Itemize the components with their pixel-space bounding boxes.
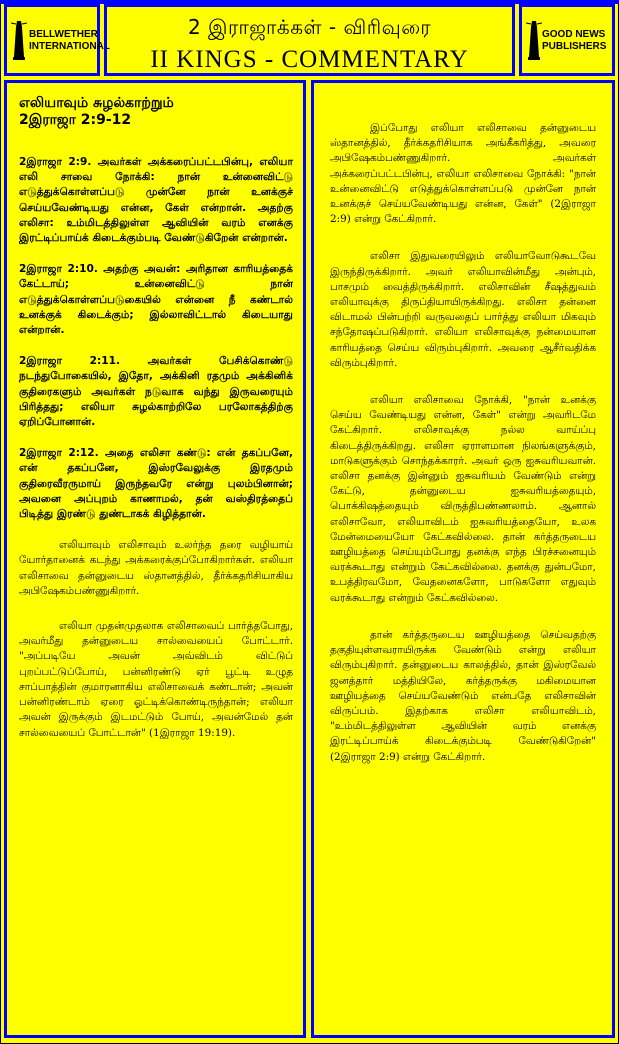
- verse-2-11: 2இராஜா 2:11. அவர்கள் பேசிக்கொண்டு நடந்துபோகையில், இதோ, அக்கினி ரதமும் அக்கினிக் குதிரைகளும் அவர்கள் நடுவாக வந்து இருவரையும் பிரித்தது; எலியா சுழல்காற்றிலே பரலோகத்திற்கு ஏறிப்போனான்.: [19, 355, 293, 429]
- page-header: [4, 4, 615, 76]
- verse-2-9: 2இராஜா 2:9. அவர்கள் அக்கரைப்பட்டபின்பு, எலியா எலி சாவை நோக்கி: நான் உன்னைவிட்டு எடுத்துக்கொள்ளப்படு முன்னே நான் உனக்குச் செய்யவேண்டியது என்ன, கேள் என்றான். அதற்கு எலிசா: உம்மிடத்திலுள்ள ஆவியின் வரம் எனக்கு இரட்டிப்பாய்க் கிடைக்கும்படி வேண்டுகிறேன் என்றான்.: [19, 156, 293, 245]
- bellwether-logo: [4, 4, 110, 76]
- bellwether-line1: BELLWETHER: [29, 29, 98, 40]
- title-box: [104, 4, 515, 76]
- section-title-line1: எலியாவும் சுழல்காற்றும்: [19, 95, 174, 111]
- commentary-paragraph: தான் கர்த்தருடைய ஊழியத்தை செய்வதற்கு தகுதியுள்ளவராயிருக்க வேண்டும் என்று எலியா விரும்புகிறார். தன்னுடைய காலத்தில், தான் இஸ்ரவேல் ஜனத்தார் மத்தியிலே, கர்த்தருக்கு மகிமையான ஊழியத்தை செய்யவேண்டும் என்பதே எலிசாவின் விருப்பம். இதற்காக எலிசா எலியாவிடம், "உம்மிடத்திலுள்ள ஆவியின் வரம் எனக்கு இரட்டிப்பாய்க் கிடைக்கும்படி வேண்டுகிறேன்" (2இராஜா 2:9) என்று கேட்கிறார்.: [330, 628, 596, 763]
- title-english: II KINGS - COMMENTARY: [150, 46, 469, 73]
- good-news-line1: GOOD NEWS: [542, 29, 606, 40]
- bellwether-line2: INTERNATIONAL: [29, 41, 110, 52]
- verse-2-12: 2இராஜா 2:12. அதை எலிசா கண்டு: என் தகப்பனே, என் தகப்பனே, இஸ்ரவேலுக்கு இரதமும் குதிரைவீரருமாய் இருந்தவரே என்று புலம்பினான்; அவனை அப்புறம் காணாமல், தன் வஸ்திரத்தைப் பிடித்து இரண்டு துண்டாகக் கிழித்தான்.: [19, 447, 293, 521]
- left-column: [4, 80, 306, 1038]
- title-tamil: 2 இராஜாக்கள் - விரிவுரை: [187, 15, 432, 39]
- lighthouse-icon: [526, 17, 542, 61]
- section-title-reference: 2இராஜா 2:9-12: [19, 112, 132, 128]
- commentary-paragraph: எலியாவும் எலிசாவும் உலர்ந்த தரை வழியாய் யோர்தானைக் கடந்து அக்கரைக்குப்போகிறார்கள். எலியா எலிசாவை தன்னுடைய ஸ்தானத்தில், தீர்க்கதரிசியாகிய அபிஷேகம்பண்ணுகிறார்.: [19, 539, 293, 597]
- commentary-paragraph: எலியா எலிசாவை நோக்கி, "நான் உனக்கு செய்ய வேண்டியது என்ன, கேள்" என்று அவரிடமே கேட்கிறார். எலிசாவுக்கு நல்ல வாய்ப்பு கிடைத்திருக்கிறது. எலிசா ஏராளமான நிலங்களுக்கும், மாடுகளுக்கும் சொந்தக்காரர். அவர் ஒரு ஐசுவரியவான். எலிசா தனக்கு இன்னும் ஐசுவரியம் வேண்டும் என்று கேட்டு, தன்னுடைய ஐசுவரியத்தையும், பொக்கிஷத்தையும் விருத்திபண்ணலாம். ஆனால் எலிசாவோ, எலியாவிடம் ஐசுவரியத்தையோ, உலக மேன்மையையோ கேட்கவில்லை. தான் கர்த்தருடைய ஊழியத்தை செய்யும்போது தனக்கு எந்த பிரச்சனையும் வரக்கூடாது என்றும் கேட்கவில்லை. தனக்கு துன்பமோ, உபத்திரவமோ, வேதனைகளோ, பாடுகளோ எதுவும் வரக்கூடாது என்றும் கேட்கவில்லை.: [330, 394, 596, 604]
- right-column: [311, 80, 615, 1038]
- good-news-logo-text: [542, 29, 606, 53]
- section-title: [19, 95, 293, 129]
- bellwether-logo-text: [29, 29, 110, 53]
- commentary-paragraph: எலியா முதன்முதலாக எலிசாவைப் பார்த்தபோது, அவர்மீது தன்னுடைய சால்வையைப் போட்டார். "அப்படியே அவன் அவ்விடம் விட்டுப் புறப்பட்டுப்போய், பன்னிரண்டு ஏர் பூட்டி உழுத சாப்பாத்தின் குமாரனாகிய எலிசாவைக் கண்டான்; அவன் பன்னிரண்டாம் ஏரை ஓட்டிக்கொண்டிருந்தான்; எலியா அவன் இருக்கும் இடமட்டும் போய், அவன்மேல் தன் சால்வையைப் போட்டான்" (1இராஜா 19:19).: [19, 620, 293, 739]
- commentary-paragraph: எலிசா இதுவரையிலும் எலியாவோடுகூடவே இருந்திருக்கிறார். அவர் எலியாவின்மீது அன்பும், பாசமும் வைத்திருக்கிறார். எலிசாவின் சீஷத்துவம் எலியாவுக்கு திருப்தியாயிருக்கிறது. எலிசா தன்னை விடாமல் பின்பற்றி வருவதைப் பார்த்து எலியா மிகவும் சந்தோஷப்படுகிறார். எலியா எலிசாவுக்கு நன்மையான காரியத்தை செய்ய விரும்புகிறார். அவரை ஆசீர்வதிக்க விரும்புகிறார்.: [330, 250, 596, 369]
- lighthouse-icon: [11, 17, 27, 61]
- commentary-paragraph: இப்போது எலியா எலிசாவை தன்னுடைய ஸ்தானத்தில், தீர்க்கதரிசியாக அங்கீகரித்து, அவரை அபிஷேகம்பண்ணுகிறார். அவர்கள் அக்கரைப்பட்டபின்பு, எலியா எலிசாவை நோக்கி: "நான் உன்னைவிட்டு எடுத்துக்கொள்ளப்படு முன்னே நான் உனக்குச் செய்யவேண்டியது என்ன, கேள்" (2இராஜா 2:9) என்று கேட்கிறார்.: [330, 122, 596, 226]
- good-news-line2: PUBLISHERS: [542, 41, 607, 52]
- verse-2-10: 2இராஜா 2:10. அதற்கு அவன்: அரிதான காரியத்தைக் கேட்டாய்; உன்னைவிட்டு நான் எடுத்துக்கொள்ளப்படுகையில் என்னை நீ கண்டால் உனக்குக் கிடைக்கும்; இல்லாவிட்டால் கிடையாது என்றான்.: [19, 263, 293, 337]
- good-news-logo: [519, 4, 615, 76]
